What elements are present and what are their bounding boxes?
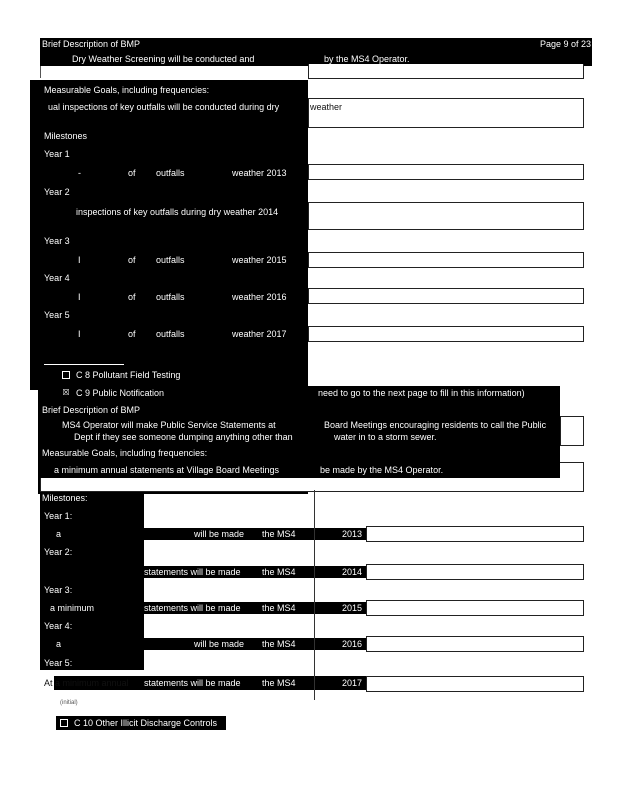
m2-year2-c: the MS4: [262, 567, 296, 577]
m2-year3-label: Year 3:: [44, 585, 73, 595]
year3-w3: outfalls: [156, 255, 185, 265]
year4-w3: outfalls: [156, 292, 185, 302]
year4-bar: [144, 638, 366, 650]
c8-checkbox[interactable]: [62, 371, 70, 379]
year3-label: Year 3: [44, 236, 70, 246]
bmp2-desc-l2: Dept if they see someone dumping anything other than: [74, 432, 293, 442]
year5-box[interactable]: [308, 326, 584, 342]
desc-line-right: by the MS4 Operator.: [324, 54, 410, 64]
m2-year1-d: 2013: [342, 529, 363, 539]
year4-w2: of: [128, 292, 136, 302]
m2-year2-b: statements will be made: [144, 567, 241, 577]
year3-w4: weather 2015: [232, 255, 287, 265]
m2-year1-b: will be made: [194, 529, 245, 539]
m2-label: Milestones:: [42, 493, 88, 503]
m2-year3-a: a minimum: [50, 603, 95, 613]
m2-year4-a: a: [56, 639, 62, 649]
year5-w3: outfalls: [156, 329, 185, 339]
m2-year5-b: statements will be made: [144, 678, 241, 688]
year4-w1: I: [78, 292, 81, 302]
c9-checkbox[interactable]: ☒: [62, 388, 70, 397]
m2-year4-d: 2016: [342, 639, 363, 649]
year1-label: Year 1: [44, 149, 70, 159]
year2-label: Year 2: [44, 187, 70, 197]
year1-w1: -: [78, 168, 81, 178]
year1-box[interactable]: [308, 164, 584, 180]
m2-year5-d: 2017: [342, 678, 363, 688]
c10-checkbox[interactable]: [60, 719, 68, 727]
upper-left-block: [30, 80, 308, 390]
desc-box[interactable]: [308, 64, 584, 79]
year3-w2: of: [128, 255, 136, 265]
m2-year4-c: the MS4: [262, 639, 296, 649]
m2-year2-label: Year 2:: [44, 547, 73, 557]
m2-year4-label: Year 4:: [44, 621, 73, 631]
separator-line: [44, 364, 124, 365]
goals-text-left: ual inspections of key outfalls will be conducted during dry: [48, 102, 280, 112]
goals-label: Measurable Goals, including frequencies:: [44, 85, 210, 95]
desc-line-left: Dry Weather Screening will be conducted and: [72, 54, 255, 64]
m2-year3-d: 2015: [342, 603, 363, 613]
year1-bar: [144, 528, 366, 540]
m2-year1-box[interactable]: [366, 526, 584, 542]
m2-year4-box[interactable]: [366, 636, 584, 652]
bmp2-desc-r1: Board Meetings encouraging residents to call the Public: [324, 420, 547, 430]
milestones-label: Milestones: [44, 131, 88, 141]
year3-box[interactable]: [308, 252, 584, 268]
year3-w1: I: [78, 255, 81, 265]
goals-text-right: weather: [310, 102, 343, 112]
m2-year3-box[interactable]: [366, 600, 584, 616]
year1-w3: outfalls: [156, 168, 185, 178]
year2-text: inspections of key outfalls during dry weather 2014: [76, 207, 279, 217]
year1-w4: weather 2013: [232, 168, 287, 178]
header-title: Brief Description of BMP: [42, 39, 141, 49]
m2-year2-d: 2014: [342, 567, 363, 577]
c9-label: C 9 Public Notification: [76, 388, 165, 398]
bmp2-desc-box[interactable]: [560, 416, 584, 446]
year5-w2: of: [128, 329, 136, 339]
handwritten-scribble: (initial): [60, 700, 78, 706]
year5-w4: weather 2017: [232, 329, 287, 339]
bmp2-goals-left: a minimum annual statements at Village Board Meetings: [54, 465, 279, 475]
year4-label: Year 4: [44, 273, 70, 283]
m2-year3-b: statements will be made: [144, 603, 241, 613]
year2-box[interactable]: [308, 202, 584, 230]
m2-year1-c: the MS4: [262, 529, 296, 539]
m2-year5-box[interactable]: [366, 676, 584, 692]
year1-w2: of: [128, 168, 136, 178]
m2-year3-c: the MS4: [262, 603, 296, 613]
year5-label: Year 5: [44, 310, 70, 320]
year4-box[interactable]: [308, 288, 584, 304]
m2-year5-label: Year 5:: [44, 658, 73, 668]
divider-line: [314, 490, 315, 700]
next-page-note: need to go to the next page to fill in this information): [318, 388, 525, 398]
bmp2-goals-right: be made by the MS4 Operator.: [320, 465, 444, 475]
m2-year5-a: At a minimum annual: [44, 678, 129, 688]
m2-year1-label: Year 1:: [44, 511, 73, 521]
c10-label: C 10 Other Illicit Discharge Controls: [74, 718, 218, 728]
bmp2-desc-r2: water in to a storm sewer.: [334, 432, 437, 442]
bmp2-title: Brief Description of BMP: [42, 405, 141, 415]
bmp2-desc-l1: MS4 Operator will make Public Service Statements at: [62, 420, 276, 430]
year5-w1: I: [78, 329, 81, 339]
year4-w4: weather 2016: [232, 292, 287, 302]
m2-year1-a: a: [56, 529, 62, 539]
goals-box[interactable]: [308, 98, 584, 128]
m2-year5-c: the MS4: [262, 678, 296, 688]
left-border-line: [40, 66, 41, 78]
c8-label: C 8 Pollutant Field Testing: [76, 370, 181, 380]
bmp2-goals-label: Measurable Goals, including frequencies:: [42, 448, 208, 458]
m2-year2-box[interactable]: [366, 564, 584, 580]
m2-year4-b: will be made: [194, 639, 245, 649]
page-number: Page 9 of 23: [540, 39, 592, 49]
